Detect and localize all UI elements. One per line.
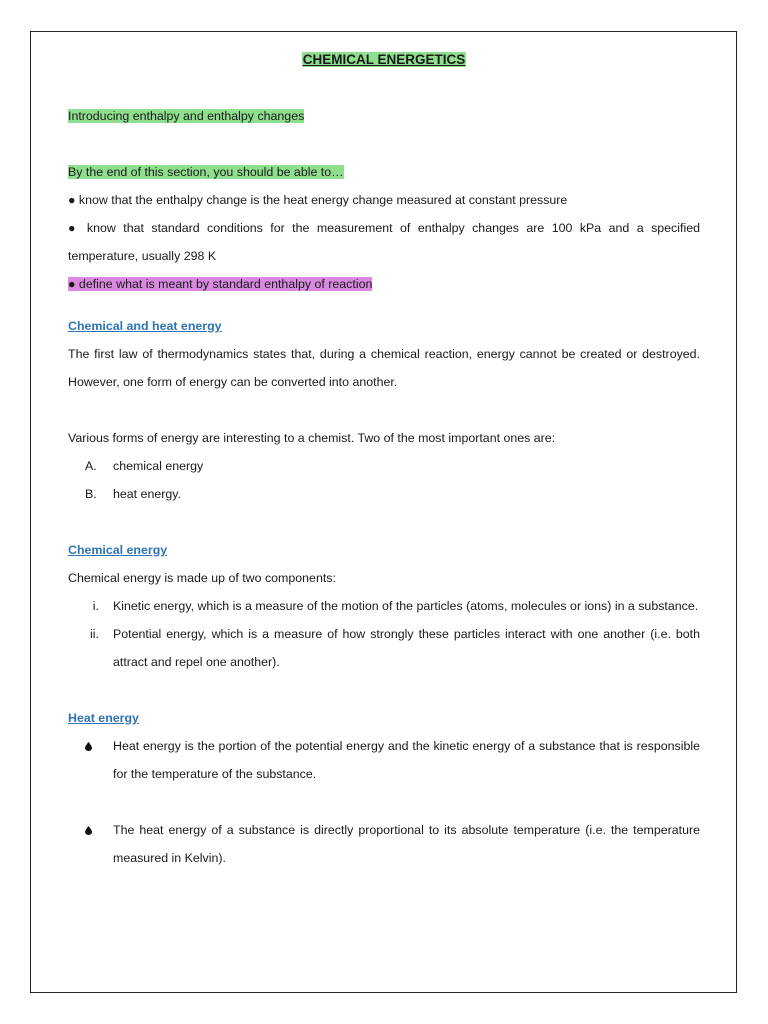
list-item [68,620,700,676]
list-text: Heat energy is the portion of the potential energy and the kinetic energy of a substance that is responsible for the temperature of the substance. [113,739,700,781]
list-marker [68,816,113,872]
objective-item-highlighted [68,270,700,298]
spacer [68,74,700,102]
drop-icon [85,742,92,751]
list-marker: i. [92,599,99,613]
list-item [68,732,700,788]
list-text: heat energy. [113,487,181,501]
objective-item: ● know that standard conditions for the measurement of enthalpy changes are 100 kPa and a specified temperature, usually 298 K [68,221,700,263]
list-item [68,816,700,872]
spacer [68,396,700,424]
section-heading-chemical-energy: Chemical energy [68,543,168,557]
list-item [68,452,700,480]
objective-text: ● define what is meant by standard enthalpy of reaction [68,277,373,291]
list-item [68,480,700,508]
list-text: The heat energy of a substance is directly proportional to its absolute temperature (i.e. the temperature measured in Kelvin). [113,823,700,865]
objective-item: ● know that the enthalpy change is the heat energy change measured at constant pressure [68,193,568,207]
spacer [68,788,700,816]
list-text: Potential energy, which is a measure of how strongly these particles interact with one another (i.e. both attract and repel one another). [113,627,700,669]
list-item [68,592,700,620]
list-text: Kinetic energy, which is a measure of the motion of the particles (atoms, molecules or ions) in a substance. [113,599,699,613]
section-heading-chemical-and-heat-energy: Chemical and heat energy [68,319,222,333]
paragraph: The first law of thermodynamics states that, during a chemical reaction, energy cannot be created or destroyed. However, one form of energy can be converted into another. [68,347,700,389]
spacer [68,130,700,158]
list-marker: ii. [90,627,99,641]
spacer [68,508,700,536]
section-heading-heat-energy: Heat energy [68,711,139,725]
list-marker: A. [85,459,97,473]
spacer [68,676,700,704]
paragraph: Various forms of energy are interesting to a chemist. Two of the most important ones are: [68,431,556,445]
spacer [68,298,700,312]
objectives-heading-line [68,158,700,186]
page-title: CHEMICAL ENERGETICS [302,52,466,67]
paragraph: Chemical energy is made up of two components: [68,571,336,585]
title-row [68,46,700,74]
list-text: chemical energy [113,459,204,473]
drop-icon [85,826,92,835]
objectives-heading: By the end of this section, you should be able to… [68,165,344,179]
intro-text: Introducing enthalpy and enthalpy changes [68,109,305,123]
intro-line [68,102,700,130]
list-marker: B. [85,487,97,501]
list-marker [68,732,113,788]
document-body [68,46,700,872]
